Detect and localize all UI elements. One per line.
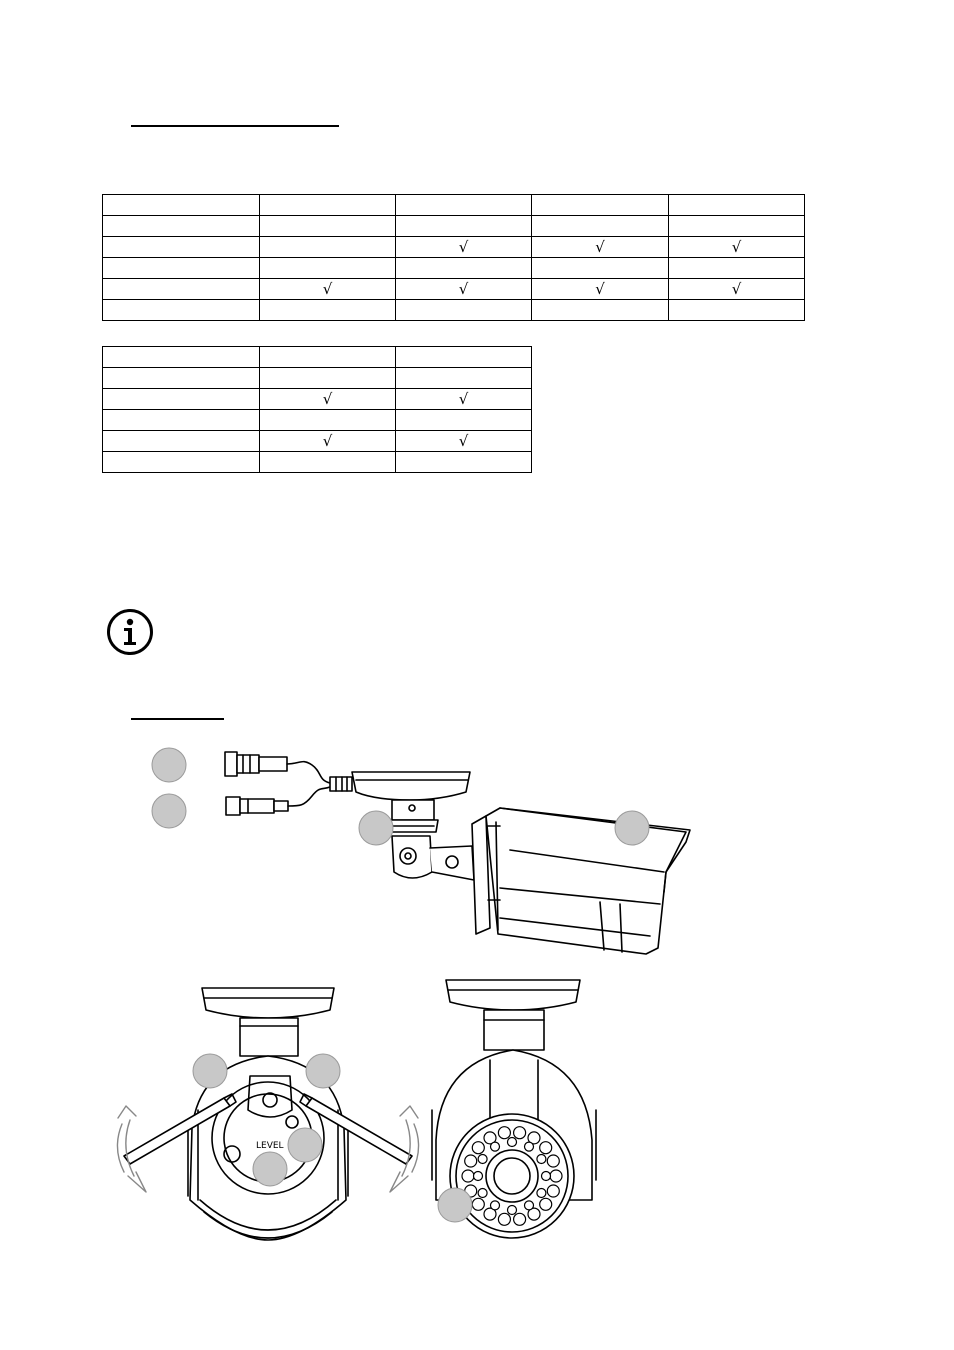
ir-led	[462, 1170, 474, 1182]
ir-led	[478, 1189, 487, 1198]
check-mark: √	[532, 237, 669, 258]
ir-led	[472, 1142, 484, 1154]
bnc-connector-icon	[225, 752, 287, 776]
ir-led	[514, 1213, 526, 1225]
callout-badge	[306, 1054, 340, 1088]
callout-badge	[438, 1188, 472, 1222]
callout-badge	[253, 1152, 287, 1186]
ir-led	[540, 1142, 552, 1154]
callout-badge	[193, 1054, 227, 1088]
callout-badge	[359, 811, 393, 845]
callout-badge	[615, 811, 649, 845]
check-mark: √	[260, 431, 396, 452]
ir-led	[537, 1189, 546, 1198]
ir-led	[550, 1170, 562, 1182]
check-mark: √	[396, 237, 532, 258]
ir-led	[542, 1172, 551, 1181]
callout-badge	[152, 794, 186, 828]
camera-side-view	[225, 752, 690, 954]
camera-adjust-view	[117, 988, 418, 1240]
ir-led	[474, 1172, 483, 1181]
ir-led	[508, 1138, 517, 1147]
ir-led	[472, 1198, 484, 1210]
power-connector-icon	[226, 797, 288, 815]
ir-led	[525, 1142, 534, 1151]
ir-led	[537, 1155, 546, 1164]
check-mark: √	[260, 389, 396, 410]
dial-label: LEVEL	[256, 1141, 284, 1151]
ir-led	[540, 1198, 552, 1210]
ir-led	[547, 1155, 559, 1167]
check-mark: √	[396, 389, 532, 410]
check-mark: √	[532, 279, 669, 300]
check-mark: √	[260, 279, 396, 300]
ir-led	[498, 1213, 510, 1225]
check-mark: √	[396, 431, 532, 452]
check-mark: √	[669, 279, 805, 300]
ir-led	[508, 1206, 517, 1215]
ir-led	[498, 1127, 510, 1139]
callout-badge	[152, 748, 186, 782]
ir-led	[547, 1185, 559, 1197]
ir-led	[478, 1155, 487, 1164]
ir-led	[525, 1201, 534, 1210]
check-mark: √	[669, 237, 805, 258]
callout-badge	[288, 1128, 322, 1162]
ir-led	[465, 1155, 477, 1167]
check-mark: √	[396, 279, 532, 300]
ir-led	[491, 1142, 500, 1151]
ir-led	[514, 1127, 526, 1139]
ir-led	[491, 1201, 500, 1210]
